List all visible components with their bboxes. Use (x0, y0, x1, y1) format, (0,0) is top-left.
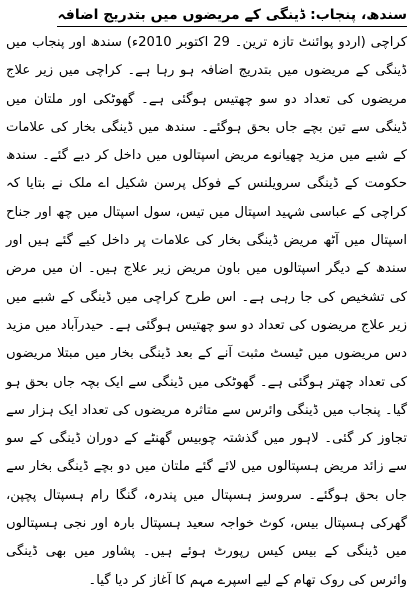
headline-container (6, 4, 407, 29)
article-body: کراچی (اردو پوائنٹ تازہ ترین۔ 29 اکتوبر 2010ء) سندھ اور پنجاب میں ڈینگی کے مریضوں میں بتدریج اضافہ ہو رہا ہے۔ کراچی میں زیر علاج مریضوں کی تعداد دو سو چھتیس ہوگئی ہے۔ گھوٹکی اور ملتان میں ڈینگی سے تین بچے جاں بحق ہوگئے۔ سندھ میں ڈینگی بخار کی علامات کے شبے میں مزید چھیانوے مریض اسپتالوں میں داخل کر دیے گئے۔ سندھ حکومت کے ڈینگی سرویلنس کے فوکل پرسن شکیل اے ملک نے بتایا کہ کراچی کے عباسی شہید اسپتال میں تیس، سول اسپتال میں چھ اور جناح اسپتال میں آٹھ مریض ڈینگی بخار کی علامات پر داخل کیے گئے ہیں اور سندھ کے دیگر اسپتالوں میں باون مریض زیر علاج ہیں۔ ان میں مرض کی تشخیص کی جا رہی ہے۔ اس طرح کراچی میں ڈینگی کے شبے میں زیر علاج مریضوں کی تعداد دو سو چھتیس ہوگئی ہے۔ حیدرآباد میں مزید دس مریضوں میں ٹیسٹ مثبت آنے کے بعد ڈینگی بخار میں مبتلا مریضوں کی تعداد چھتر ہوگئی ہے۔ گھوٹکی میں ڈینگی سے ایک بچہ جاں بحق ہو گیا۔ پنجاب میں ڈینگی وائرس سے متاثرہ مریضوں کی تعداد ایک ہزار سے تجاوز کر گئی۔ لاہور میں گذشتہ چوبیس گھنٹے کے دوران ڈینگی کے سو سے زائد مریض ہسپتالوں میں لائے گئے ملتان میں دو بچے ڈینگی بخار سے جاں بحق ہوگئے۔ سروسز ہسپتال میں پندرہ، گنگا رام ہسپتال پچپن، گھرکی ہسپتال بیس، کوٹ خواجہ سعید ہسپتال بارہ اور نجی ہسپتالوں میں ڈینگی کے بیس کیس رپورٹ ہوئے ہیں۔ پشاور میں بھی ڈینگی وائرس کی روک تھام کے لیے اسپرے مہم کا آغاز کر دیا گیا۔ (6, 35, 407, 588)
article-headline: سندھ، پنجاب: ڈینگی کے مریضوں میں بتدریج اضافہ (57, 5, 407, 27)
